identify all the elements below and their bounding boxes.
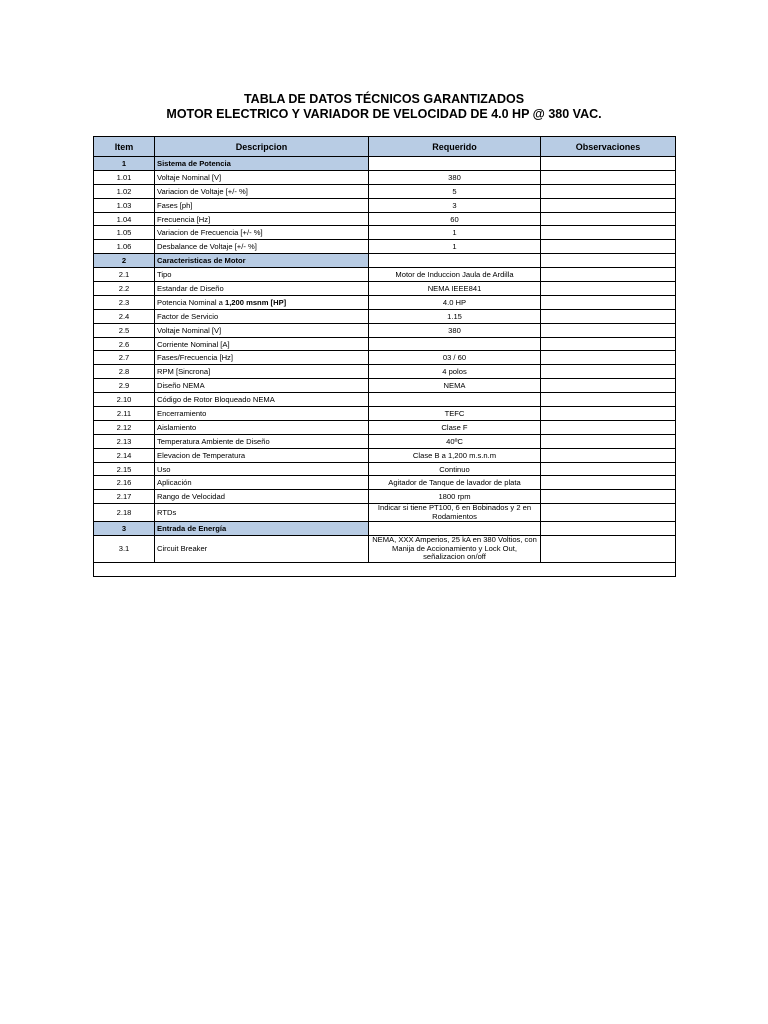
description-cell — [155, 407, 369, 421]
required-value: 40ºC — [369, 434, 541, 448]
required-value: TEFC — [369, 407, 541, 421]
table-row — [94, 226, 676, 240]
description-cell — [155, 295, 369, 309]
required-value: Agitador de Tanque de lavador de plata — [369, 476, 541, 490]
required-value: 380 — [369, 323, 541, 337]
required-value: 1800 rpm — [369, 490, 541, 504]
item-number: 2.16 — [94, 476, 155, 490]
item-number: 2.8 — [94, 365, 155, 379]
required-value: 1 — [369, 226, 541, 240]
description-text: Fases [ph] — [157, 200, 193, 210]
observations-value — [541, 448, 676, 462]
description-cell — [155, 504, 369, 522]
description-cell — [155, 309, 369, 323]
description-cell — [155, 198, 369, 212]
section-header-row — [94, 254, 676, 268]
description-cell — [155, 448, 369, 462]
table-row — [94, 420, 676, 434]
observations-value — [541, 282, 676, 296]
table-row — [94, 240, 676, 254]
description-text: Estandar de Diseño — [157, 283, 224, 293]
description-cell — [155, 365, 369, 379]
section-number: 2 — [94, 254, 155, 268]
item-number: 2.5 — [94, 323, 155, 337]
header-observations: Observaciones — [541, 137, 676, 157]
observations-value — [541, 309, 676, 323]
section-header-row — [94, 522, 676, 536]
item-number: 2.3 — [94, 295, 155, 309]
observations-value — [541, 198, 676, 212]
description-text: Variacion de Frecuencia [+/- %] — [157, 228, 263, 238]
observations-value — [541, 365, 676, 379]
description-text: Diseño NEMA — [157, 381, 205, 391]
description-text: Temperatura Ambiente de Diseño — [157, 436, 270, 446]
required-value: 5 — [369, 184, 541, 198]
section-title: Caracteristicas de Motor — [155, 254, 369, 268]
description-text: Aplicación — [157, 478, 192, 488]
description-text: RPM [Sincrona] — [157, 367, 211, 377]
table-body — [94, 157, 676, 577]
required-value: Motor de Induccion Jaula de Ardilla — [369, 268, 541, 282]
description-emphasis: 1,200 msnm [HP] — [224, 297, 287, 307]
description-cell — [155, 393, 369, 407]
description-text: Factor de Servicio — [157, 311, 219, 321]
description-cell — [155, 337, 369, 351]
observations-value — [541, 226, 676, 240]
required-value: Indicar si tiene PT100, 6 en Bobinados y 2 en Rodamientos — [369, 504, 541, 522]
description-cell — [155, 282, 369, 296]
description-text: Voltaje Nominal [V] — [157, 172, 222, 182]
section-required-cell — [369, 522, 541, 536]
section-title: Entrada de Energía — [155, 522, 369, 536]
table-row — [94, 536, 676, 563]
description-cell — [155, 490, 369, 504]
technical-data-table — [93, 136, 676, 577]
table-row — [94, 434, 676, 448]
item-number: 1.01 — [94, 170, 155, 184]
item-number: 2.10 — [94, 393, 155, 407]
item-number: 2.9 — [94, 379, 155, 393]
observations-value — [541, 351, 676, 365]
item-number: 2.11 — [94, 407, 155, 421]
section-observations-cell — [541, 254, 676, 268]
description-cell — [155, 536, 369, 563]
table-row — [94, 365, 676, 379]
observations-value — [541, 295, 676, 309]
required-value: 60 — [369, 212, 541, 226]
description-text: Potencia Nominal a — [157, 297, 225, 307]
description-text: RTDs — [157, 508, 177, 518]
section-required-cell — [369, 157, 541, 171]
description-text: Encerramiento — [157, 408, 207, 418]
description-text: Variacion de Voltaje [+/- %] — [157, 186, 248, 196]
observations-value — [541, 536, 676, 563]
item-number: 2.14 — [94, 448, 155, 462]
description-text: Voltaje Nominal [V] — [157, 325, 222, 335]
document-title — [0, 92, 768, 122]
observations-value — [541, 393, 676, 407]
description-cell — [155, 184, 369, 198]
table-row — [94, 393, 676, 407]
description-text: Fases/Frecuencia [Hz] — [157, 353, 233, 363]
table-row — [94, 282, 676, 296]
observations-value — [541, 504, 676, 522]
table-row — [94, 198, 676, 212]
required-value: 4.0 HP — [369, 295, 541, 309]
table-row — [94, 462, 676, 476]
observations-value — [541, 490, 676, 504]
observations-value — [541, 462, 676, 476]
description-cell — [155, 420, 369, 434]
header-description: Descripcion — [155, 137, 369, 157]
title-line-1: TABLA DE DATOS TÉCNICOS GARANTIZADOS — [243, 92, 525, 106]
section-number: 3 — [94, 522, 155, 536]
item-number: 1.02 — [94, 184, 155, 198]
item-number: 1.03 — [94, 198, 155, 212]
description-text: Tipo — [157, 270, 172, 280]
description-text: Elevacion de Temperatura — [157, 450, 246, 460]
title-line-2: MOTOR ELECTRICO Y VARIADOR DE VELOCIDAD DE 4.0 HP @ 380 VAC. — [166, 107, 602, 121]
observations-value — [541, 420, 676, 434]
observations-value — [541, 240, 676, 254]
empty-footer-row — [94, 562, 676, 576]
table-row — [94, 337, 676, 351]
item-number: 2.2 — [94, 282, 155, 296]
required-value: 4 polos — [369, 365, 541, 379]
item-number: 1.05 — [94, 226, 155, 240]
required-value: 1 — [369, 240, 541, 254]
description-text: Circuit Breaker — [157, 544, 208, 554]
item-number: 3.1 — [94, 536, 155, 563]
item-number: 2.12 — [94, 420, 155, 434]
description-cell — [155, 170, 369, 184]
description-cell — [155, 226, 369, 240]
table-row — [94, 448, 676, 462]
required-value: 1.15 — [369, 309, 541, 323]
description-text: Desbalance de Voltaje [+/- %] — [157, 242, 257, 252]
item-number: 2.6 — [94, 337, 155, 351]
observations-value — [541, 212, 676, 226]
required-value: NEMA IEEE841 — [369, 282, 541, 296]
table-row — [94, 295, 676, 309]
description-cell — [155, 379, 369, 393]
item-number: 2.17 — [94, 490, 155, 504]
required-value: NEMA — [369, 379, 541, 393]
header-item: Item — [94, 137, 155, 157]
observations-value — [541, 184, 676, 198]
section-observations-cell — [541, 522, 676, 536]
item-number: 1.04 — [94, 212, 155, 226]
table-row — [94, 407, 676, 421]
required-value: Clase F — [369, 420, 541, 434]
item-number: 1.06 — [94, 240, 155, 254]
table-header-row — [94, 137, 676, 157]
section-title: Sistema de Potencia — [155, 157, 369, 171]
required-value: NEMA, XXX Amperios, 25 kA en 380 Voltios, con Manija de Accionamiento y Lock Out, señalizacion on/off — [369, 536, 541, 563]
description-cell — [155, 462, 369, 476]
required-value: Continuo — [369, 462, 541, 476]
description-cell — [155, 212, 369, 226]
description-text: Uso — [157, 464, 171, 474]
description-cell — [155, 240, 369, 254]
section-required-cell — [369, 254, 541, 268]
table-row — [94, 504, 676, 522]
required-value: 3 — [369, 198, 541, 212]
description-text: Corriente Nominal [A] — [157, 339, 230, 349]
table-row — [94, 476, 676, 490]
description-cell — [155, 351, 369, 365]
required-value: 03 / 60 — [369, 351, 541, 365]
required-value — [369, 337, 541, 351]
description-text: Código de Rotor Bloqueado NEMA — [157, 395, 275, 405]
observations-value — [541, 379, 676, 393]
description-text: Aislamiento — [157, 422, 197, 432]
observations-value — [541, 434, 676, 448]
table-row — [94, 170, 676, 184]
header-required: Requerido — [369, 137, 541, 157]
section-number: 1 — [94, 157, 155, 171]
required-value — [369, 393, 541, 407]
description-cell — [155, 268, 369, 282]
item-number: 2.7 — [94, 351, 155, 365]
observations-value — [541, 476, 676, 490]
description-cell — [155, 323, 369, 337]
item-number: 2.18 — [94, 504, 155, 522]
table-row — [94, 379, 676, 393]
observations-value — [541, 337, 676, 351]
item-number: 2.15 — [94, 462, 155, 476]
item-number: 2.13 — [94, 434, 155, 448]
description-cell — [155, 476, 369, 490]
section-observations-cell — [541, 157, 676, 171]
description-text: Rango de Velocidad — [157, 492, 225, 502]
description-cell — [155, 434, 369, 448]
item-number: 2.1 — [94, 268, 155, 282]
table-row — [94, 309, 676, 323]
section-header-row — [94, 157, 676, 171]
table-row — [94, 268, 676, 282]
table-row — [94, 184, 676, 198]
table-row — [94, 351, 676, 365]
required-value: 380 — [369, 170, 541, 184]
observations-value — [541, 170, 676, 184]
table-row — [94, 490, 676, 504]
table-row — [94, 323, 676, 337]
observations-value — [541, 323, 676, 337]
observations-value — [541, 407, 676, 421]
observations-value — [541, 268, 676, 282]
table-row — [94, 212, 676, 226]
empty-footer-cell — [94, 562, 676, 576]
description-text: Frecuencia [Hz] — [157, 214, 211, 224]
required-value: Clase B a 1,200 m.s.n.m — [369, 448, 541, 462]
item-number: 2.4 — [94, 309, 155, 323]
